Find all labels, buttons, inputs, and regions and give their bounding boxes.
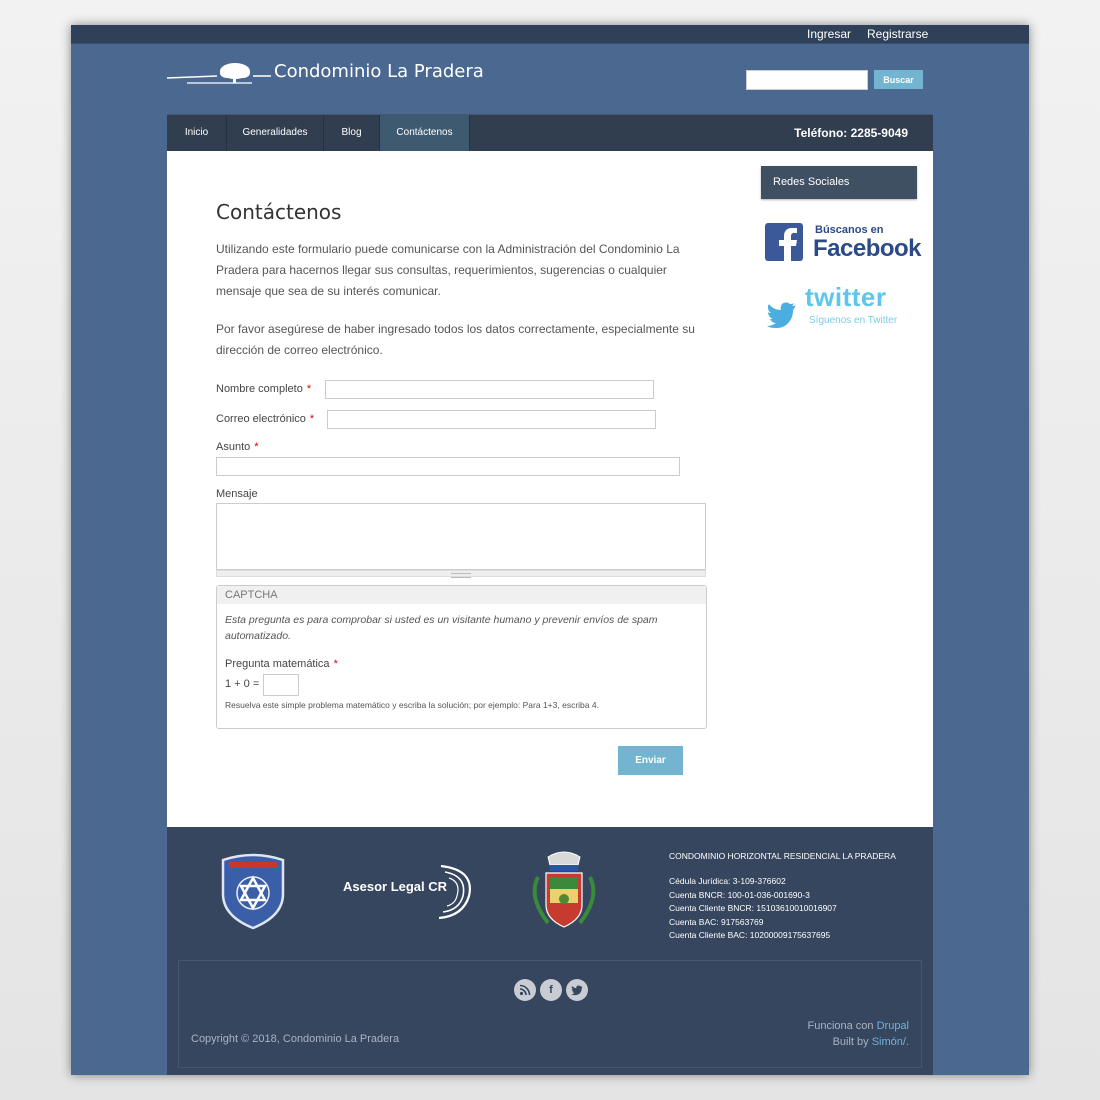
tree-logo-icon[interactable] [167,59,271,89]
captcha-title: CAPTCHA [217,586,706,604]
main-nav [167,114,933,151]
name-label-text: Nombre completo [216,383,303,395]
login-link[interactable]: Ingresar [807,27,852,41]
facebook-text-line2: Facebook [813,235,922,262]
security-badge-icon [219,852,287,930]
twitter-glyph-icon [566,979,588,1001]
search-input[interactable] [746,70,868,90]
twitter-bird-icon [767,302,797,328]
asesor-legal-logo: Asesor Legal CR [343,879,448,894]
facebook-icon [765,223,803,261]
email-label [216,413,314,425]
simon-link[interactable]: Simón/. [871,1036,909,1048]
asesor-swoosh-icon [435,862,475,922]
facebook-badge[interactable] [765,221,922,266]
subject-label-text: Asunto [216,441,251,453]
captcha-description: Esta pregunta es para comprobar si usted es un visitante humano y prevenir envíos de spam automatizado. [225,614,658,642]
nav-item-generalidades[interactable]: Generalidades [227,115,324,151]
footer-bottom [178,960,922,1068]
drupal-link[interactable]: Drupal [876,1020,909,1032]
facebook-icon[interactable]: f [540,979,562,1001]
powered-by [807,1018,909,1050]
nav-item-inicio[interactable]: Inicio [167,115,227,151]
twitter-badge[interactable] [765,282,915,336]
required-mark: * [306,383,312,395]
email-label-text: Correo electrónico [216,413,306,425]
math-label-text: Pregunta matemática [225,658,330,670]
municipal-shield-icon [524,847,604,937]
required-mark: * [254,441,259,453]
math-question: 1 + 0 = [225,678,260,690]
twitter-subtext: Síguenos en Twitter [809,315,898,326]
twitter-wordmark: twitter [805,282,887,312]
twitter-icon[interactable] [566,979,588,1001]
submit-button[interactable]: Enviar [618,746,683,775]
rss-glyph-icon [514,979,536,1001]
footer-info-line: Cédula Jurídica: 3-109-376602 [669,876,786,887]
nav-item-blog[interactable]: Blog [324,115,380,151]
top-bar [71,25,1029,44]
site-title[interactable]: Condominio La Pradera [274,61,484,82]
facebook-text-line1: Búscanos en [815,224,884,236]
copyright-text: Copyright © 2018, Condominio La Pradera [191,1033,400,1045]
footer-info [669,850,896,942]
built-prefix: Built by [832,1036,869,1048]
footer-info-line: Cuenta BNCR: 100-01-036-001690-3 [669,889,810,900]
intro-paragraph-2: Por favor asegúrese de haber ingresado todos los datos correctamente, especialmente su dirección de correo electrónico. [216,322,695,357]
required-mark: * [333,658,338,670]
captcha-answer-input[interactable] [263,674,299,696]
register-link[interactable]: Registrarse [867,27,929,41]
site-footer [167,827,933,1075]
grip-icon [451,573,471,578]
email-field[interactable] [327,410,656,429]
name-field[interactable] [325,380,654,399]
subject-field[interactable] [216,457,680,476]
main-content [167,151,933,827]
rss-icon[interactable] [514,979,536,1001]
footer-info-line: Cuenta Cliente BNCR: 15103610010016907 [669,903,837,914]
page-title: Contáctenos [216,200,342,224]
textarea-resize-handle[interactable] [216,570,706,577]
message-label: Mensaje [216,488,258,500]
required-mark: * [309,413,315,425]
page-frame [71,25,1029,1075]
footer-info-line: Cuenta BAC: 917563769 [669,916,764,927]
captcha-fieldset [216,585,707,729]
math-label [225,658,338,670]
subject-label [216,441,259,453]
footer-info-title: CONDOMINIO HORIZONTAL RESIDENCIAL LA PRADERA [669,851,896,861]
sidebar-title: Redes Sociales [761,166,917,199]
intro-paragraph-1: Utilizando este formulario puede comunicarse con la Administración del Condominio La Pradera para hacernos llegar sus consultas, requerimientos, sugerencias o cualquier mensaje que sea de su interés comunicar. [216,242,680,298]
message-textarea[interactable] [216,503,706,570]
footer-info-line: Cuenta Cliente BAC: 10200009175637695 [669,930,831,941]
powered-prefix: Funciona con [807,1020,874,1032]
nav-item-contactenos[interactable]: Contáctenos [380,115,470,151]
captcha-help: Resuelva este simple problema matemático y escriba la solución; por ejemplo: Para 1+3, escriba 4. [225,700,599,710]
search-button[interactable]: Buscar [874,70,923,89]
phone-number: Teléfono: 2285-9049 [794,126,908,140]
name-label [216,383,311,395]
